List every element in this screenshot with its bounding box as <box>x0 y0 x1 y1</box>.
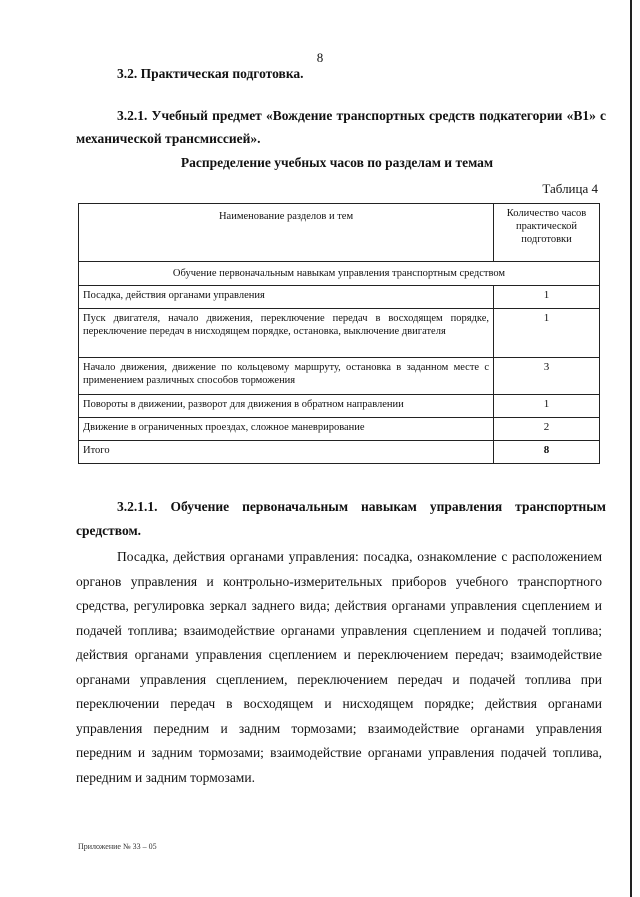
hours-table <box>78 203 600 464</box>
table-total-row <box>79 441 600 464</box>
subsection-heading: 3.2.1.1. Обучение первоначальным навыкам управления транспортным средством. <box>76 499 606 538</box>
table-row <box>79 286 600 309</box>
body-paragraph: Посадка, действия органами управления: посадка, ознакомление с расположением органов управления и контрольно-измерительных приборов учебного транспортного средства, регулировка зеркал заднего вида; действия органами управления сцеплением и подачей топлива; взаимодействие органами управления сцеплением и подачей топлива; действия органами управления сцеплением и переключением передач; взаимодействие органами управления сцеплением, переключением передач и подачей топлива при переключении передач в восходящем и нисходящем порядке; действия органами управления передним и задним тормозами; взаимодействие органами управления передним и задним тормозами; взаимодействие органами управления подачей топлива, передним и задним тормозами. <box>76 549 602 785</box>
column-header-hours: Количество часов практической подготовки <box>494 204 600 262</box>
table-row <box>79 358 600 395</box>
table-row <box>79 418 600 441</box>
hours-cell: 1 <box>494 309 600 358</box>
column-header-name: Наименование разделов и тем <box>79 204 494 262</box>
topic-cell: Пуск двигателя, начало движения, переключение передач в восходящем порядке, переключение передач в нисходящем порядке, остановка, выключение двигателя <box>79 309 494 358</box>
topic-cell: Повороты в движении, разворот для движения в обратном направлении <box>79 395 494 418</box>
footer-note: Приложение № 33 – 05 <box>78 842 157 851</box>
scan-edge-line <box>630 0 632 897</box>
hours-cell: 1 <box>494 286 600 309</box>
table-row <box>79 395 600 418</box>
topic-cell: Посадка, действия органами управления <box>79 286 494 309</box>
topic-cell: Движение в ограниченных проездах, сложное маневрирование <box>79 418 494 441</box>
hours-cell: 3 <box>494 358 600 395</box>
table-section-row <box>79 262 600 286</box>
page-number: 8 <box>316 50 324 65</box>
hours-cell: 2 <box>494 418 600 441</box>
hours-cell: 1 <box>494 395 600 418</box>
total-label-cell: Итого <box>79 441 494 464</box>
section-title-cell: Обучение первоначальным навыкам управления транспортным средством <box>79 262 600 286</box>
table-row <box>79 309 600 358</box>
section-heading: 3.2. Практическая подготовка. <box>117 66 304 81</box>
table-header-row <box>79 204 600 262</box>
table-title: Распределение учебных часов по разделам и темам <box>180 155 494 170</box>
total-hours-cell: 8 <box>494 441 600 464</box>
subject-heading: 3.2.1. Учебный предмет «Вождение транспортных средств подкатегории «B1» с механической трансмиссией». <box>76 108 606 146</box>
topic-cell: Начало движения, движение по кольцевому маршруту, остановка в заданном месте с применением различных способов торможения <box>79 358 494 395</box>
table-label: Таблица 4 <box>542 181 598 196</box>
